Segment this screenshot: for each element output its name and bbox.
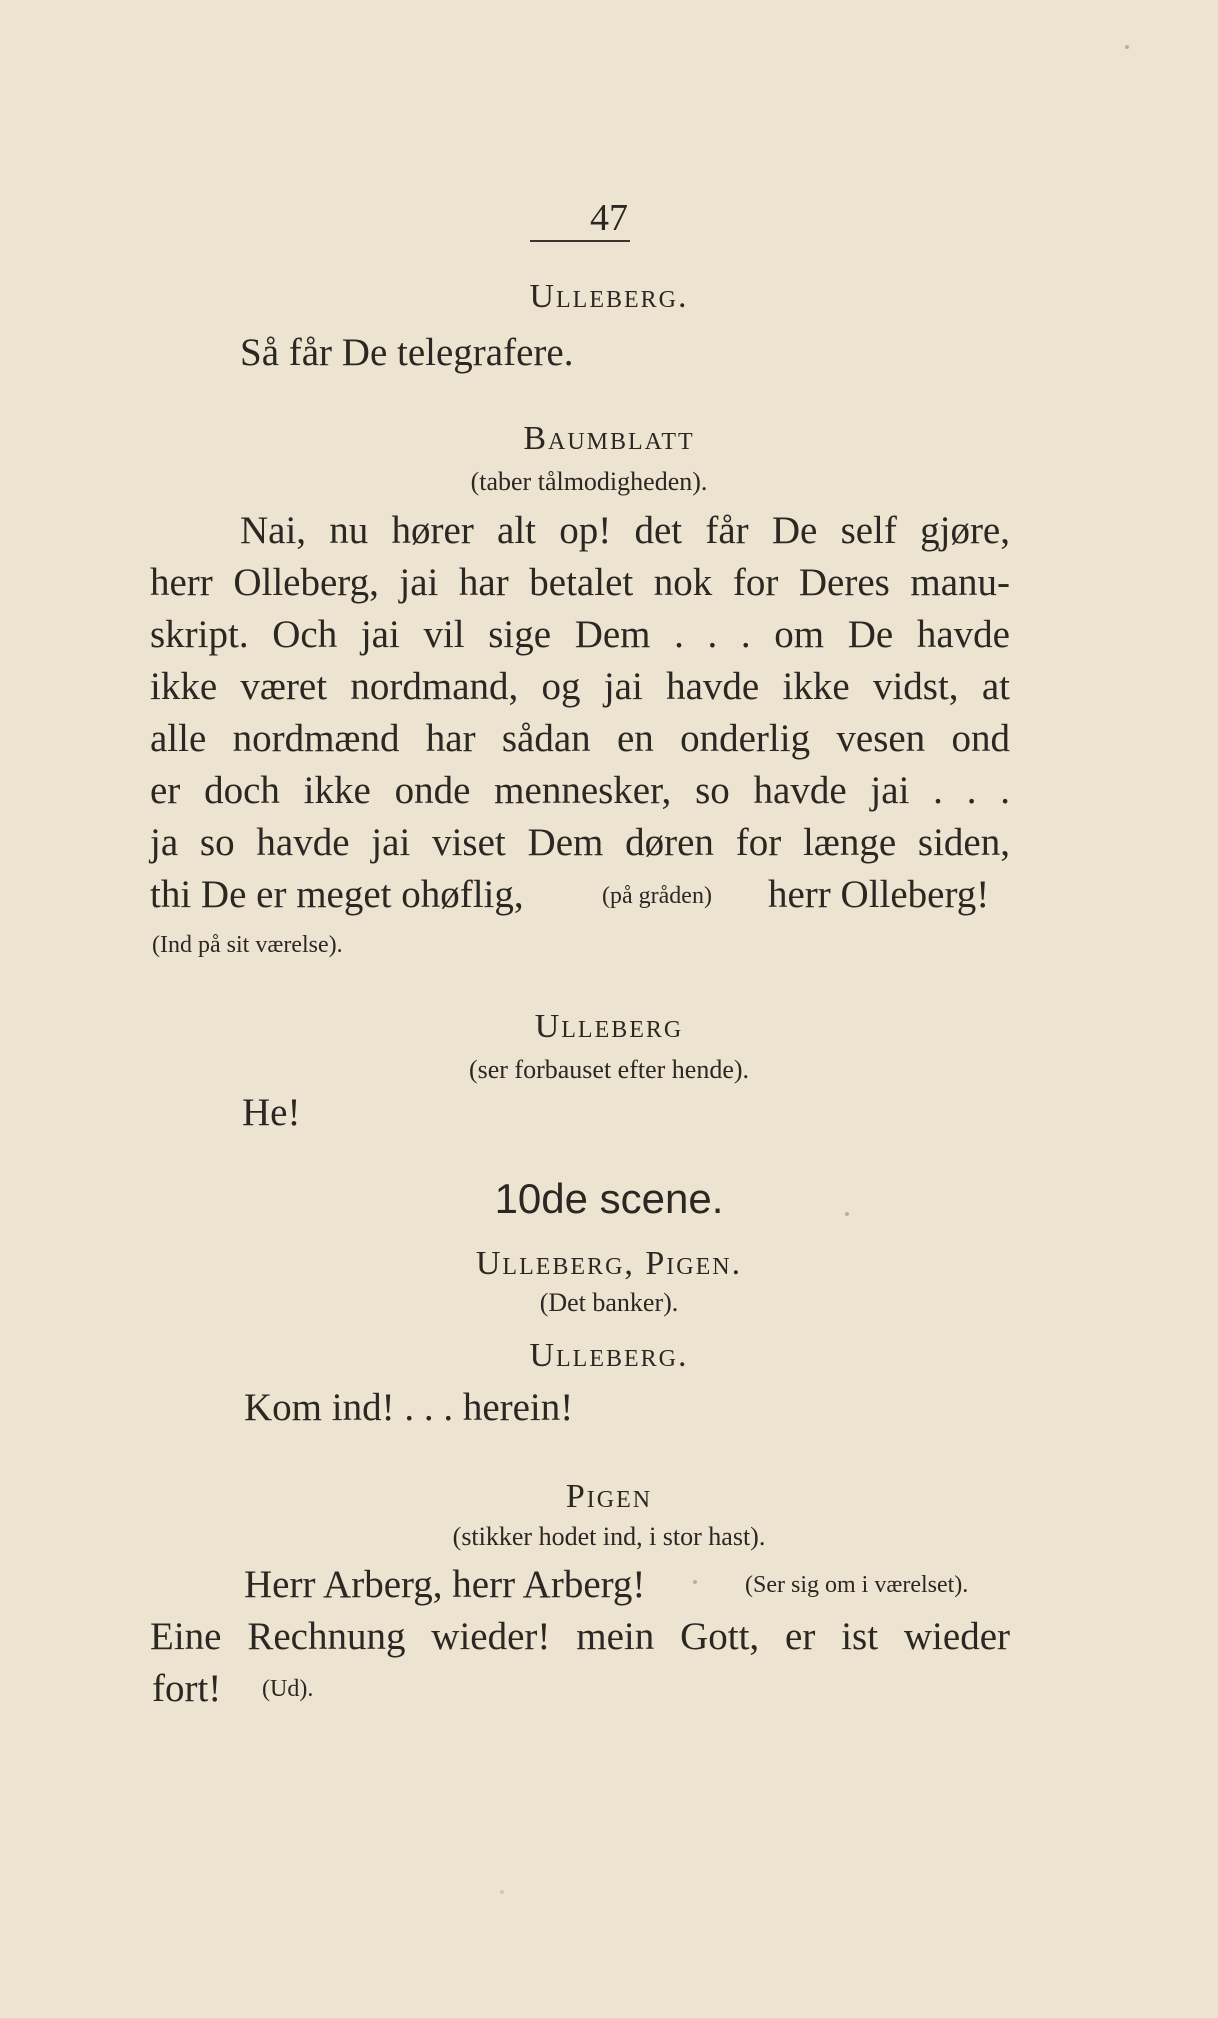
paragraph-line-7: ja so havde jai viset Dem døren for længe siden, xyxy=(150,821,1010,864)
speaker-pigen: Pigen xyxy=(565,1478,653,1515)
speaker-ulleberg-3: Ulleberg. xyxy=(529,1337,689,1374)
scene-title: 10de scene. xyxy=(494,1175,724,1222)
dialogue-line-fort: fort! xyxy=(152,1667,222,1710)
page-number: 47 xyxy=(590,197,628,239)
speaker-ulleberg-1: Ulleberg. xyxy=(529,278,689,315)
stage-direction-looks-around: (Ser sig om i værelset). xyxy=(745,1572,969,1598)
paragraph-line-6: er doch ikke onde mennesker, so havde jai . . . xyxy=(150,769,1010,812)
stage-direction-knock: (Det banker). xyxy=(539,1288,679,1317)
stage-direction-inline: (på gråden) xyxy=(602,883,712,909)
dialogue-line-1: Så får De telegrafere. xyxy=(240,331,574,374)
paper-speck xyxy=(693,1580,697,1584)
paper-speck xyxy=(1125,45,1129,49)
paragraph-line-5: alle nordmænd har sådan en onderlig vesen ond xyxy=(150,717,1010,760)
dialogue-line-he: He! xyxy=(242,1091,301,1134)
paragraph-line-3: skript. Och jai vil sige Dem . . . om De havde xyxy=(150,613,1010,656)
paragraph-line-1: Nai, nu hører alt op! det får De self gjøre, xyxy=(240,509,1010,552)
stage-direction-ulleberg: (ser forbauset efter hende). xyxy=(468,1055,750,1084)
dialogue-line-rechnung: Eine Rechnung wieder! mein Gott, er ist wieder xyxy=(150,1615,1010,1658)
speaker-ulleberg-2: Ulleberg xyxy=(534,1008,684,1045)
dialogue-line-arberg: Herr Arberg, herr Arberg! xyxy=(244,1563,646,1606)
scene-cast: Ulleberg, Pigen. xyxy=(475,1245,743,1282)
paper-speck xyxy=(845,1212,849,1216)
dialogue-line-kom-ind: Kom ind! . . . herein! xyxy=(244,1386,574,1429)
paragraph-line-8a: thi De er meget ohøflig, xyxy=(150,873,524,916)
paragraph-line-2: herr Olleberg, jai har betalet nok for Deres manu- xyxy=(150,561,1010,604)
stage-direction-baumblatt: (taber tålmodigheden). xyxy=(470,467,708,496)
paragraph-line-4: ikke været nordmand, og jai havde ikke vidst, at xyxy=(150,665,1010,708)
paragraph-line-8b: herr Olleberg! xyxy=(768,873,990,916)
stage-direction-exit-pigen: (Ud). xyxy=(262,1676,314,1702)
page-number-underline xyxy=(530,240,630,242)
speaker-baumblatt: Baumblatt xyxy=(523,420,695,457)
stage-direction-pigen: (stikker hodet ind, i stor hast). xyxy=(452,1522,766,1551)
stage-direction-exit: (Ind på sit værelse). xyxy=(152,932,343,958)
paper-speck xyxy=(500,1890,504,1894)
